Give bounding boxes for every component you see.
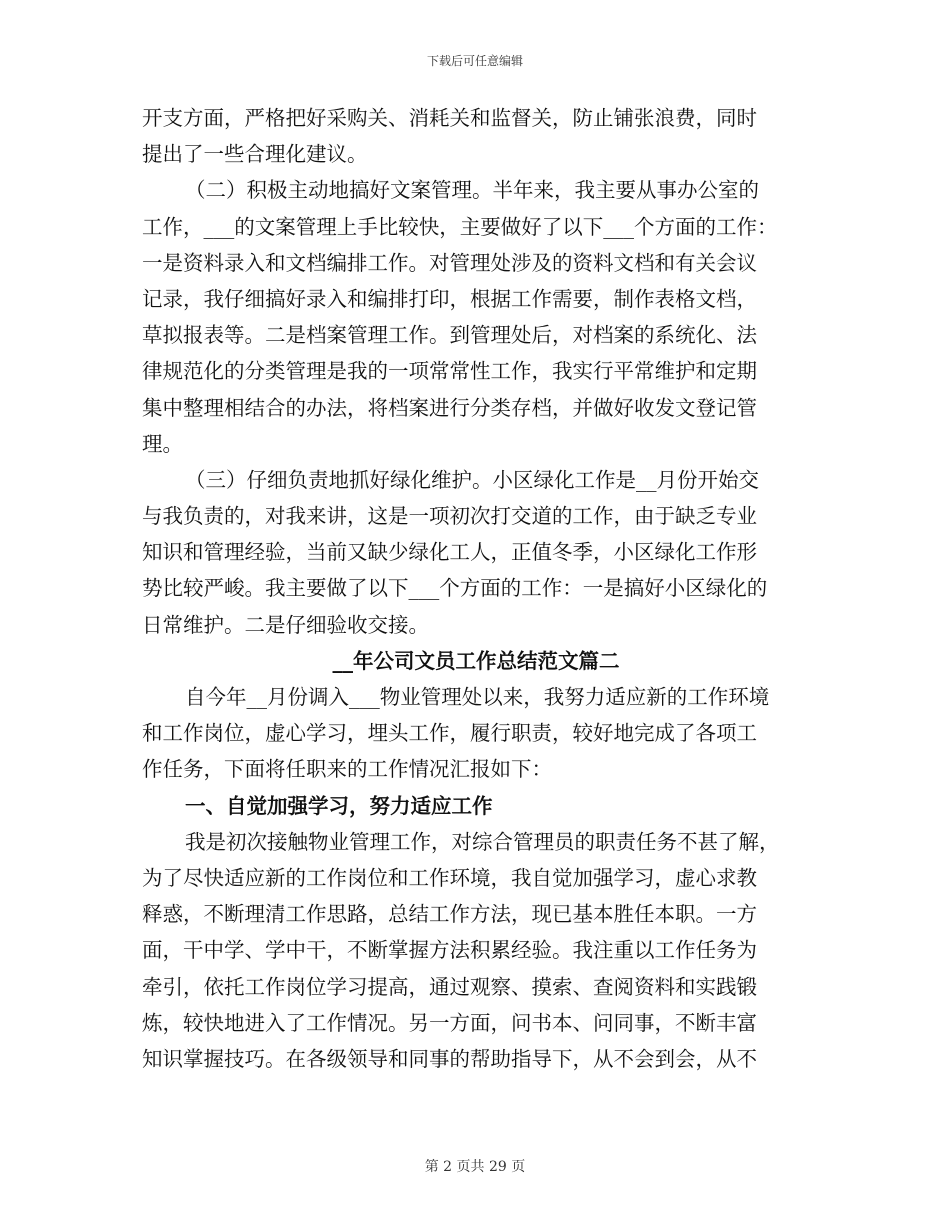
section-title: __年公司文员工作总结范文篇二 [332,648,620,673]
text-line: 工作，___的文案管理上手比较快，主要做好了以下___个方面的工作： [142,214,778,239]
text-line: 炼，较快地进入了工作情况。另一方面，问书本、问同事，不断丰富 [142,1010,757,1035]
page-footer: 第 2 页共 29 页 [424,1159,526,1175]
text-line: 开支方面，严格把好采购关、消耗关和监督关，防止铺张浪费，同时 [142,106,757,130]
text-line: 为了尽快适应新的工作岗位和工作环境，我自觉加强学习，虚心求教 [142,865,757,890]
text-line: 提出了一些合理化建议。 [142,142,368,167]
text-line: 日常维护。二是仔细验收交接。 [142,612,429,637]
text-line: 理。 [142,431,183,456]
text-line: 和工作岗位，虚心学习，埋头工作，履行职责，较好地完成了各项工 [142,721,757,746]
text-line: 面，干中学、学中干，不断掌握方法积累经验。我注重以工作任务为 [142,938,757,963]
text-line: 律规范化的分类管理是我的一项常常性工作，我实行平常维护和定期 [142,359,757,384]
subsection-heading: 一、自觉加强学习，努力适应工作 [185,793,493,818]
paragraph-start: 我是初次接触物业管理工作，对综合管理员的职责任务不甚了解， [185,829,780,854]
document-body [142,100,810,1077]
text-line: 势比较严峻。我主要做了以下___个方面的工作：一是搞好小区绿化的 [142,576,768,601]
text-line: 记录，我仔细搞好录入和编排打印，根据工作需要，制作表格文档， [142,286,757,311]
text-line: 释惑，不断理清工作思路，总结工作方法，现已基本胜任本职。一方 [142,902,757,927]
paragraph-start: （三）仔细负责地抓好绿化维护。小区绿化工作是__月份开始交 [185,467,759,492]
text-line: 集中整理相结合的办法，将档案进行分类存档，并做好收发文登记管 [142,395,757,420]
text-line: 作任务，下面将任职来的工作情况汇报如下： [142,757,552,782]
text-line: 草拟报表等。二是档案管理工作。到管理处后，对档案的系统化、法 [142,323,757,348]
page-header: 下载后可任意编辑 [426,54,523,68]
text-line: 与我负责的，对我来讲，这是一项初次打交道的工作，由于缺乏专业 [142,504,757,529]
paragraph-start: 自今年__月份调入___物业管理处以来，我努力适应新的工作环境 [185,685,770,709]
text-line: 知识掌握技巧。在各级领导和同事的帮助指导下，从不会到会，从不 [142,1046,757,1071]
text-line: 牵引，依托工作岗位学习提高，通过观察、摸索、查阅资料和实践锻 [142,974,757,999]
text-line: 知识和管理经验，当前又缺少绿化工人，正值冬季，小区绿化工作形 [142,540,757,565]
paragraph-start: （二）积极主动地搞好文案管理。半年来，我主要从事办公室的 [185,178,759,203]
text-line: 一是资料录入和文档编排工作。对管理处涉及的资料文档和有关会议 [142,250,757,275]
